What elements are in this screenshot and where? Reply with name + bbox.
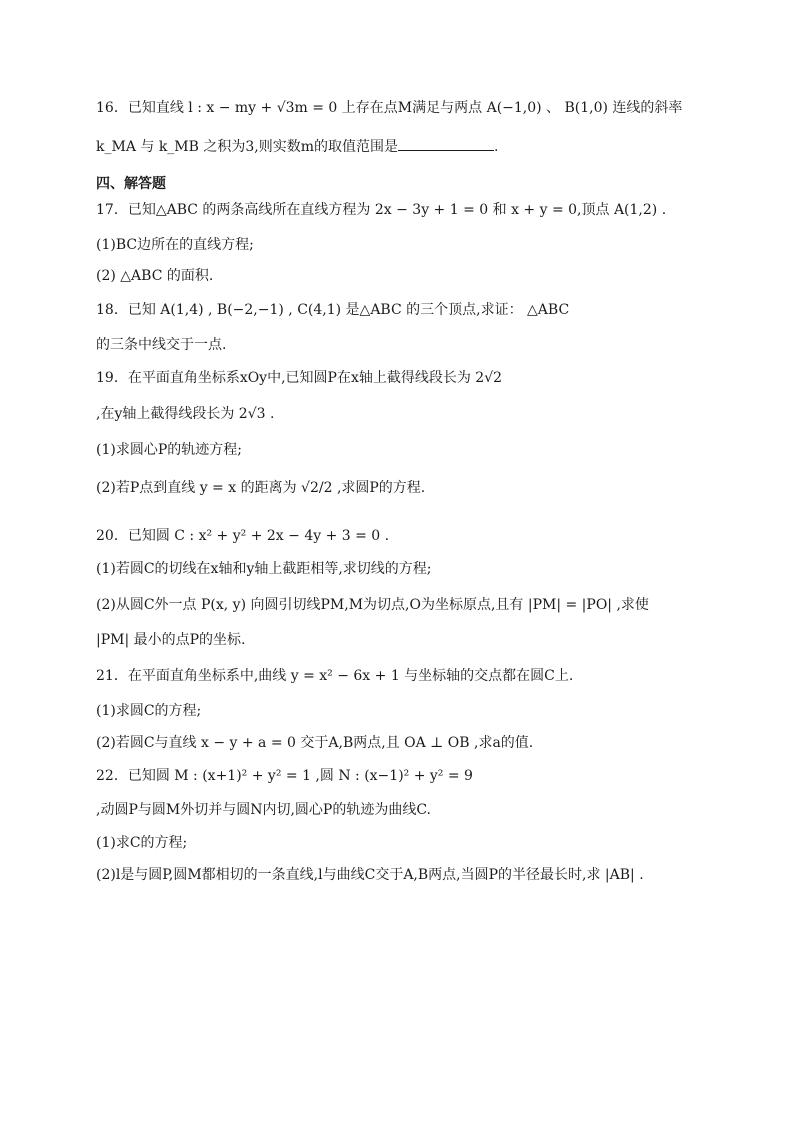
problem-22-line-1: 22．已知圆 M : (x+1)² + y² = 1 ,圆 N : (x−1)² + y² = 9 (96, 768, 473, 784)
problem-17-stem: 17．已知△ABC 的两条高线所在直线方程为 2x − 3y + 1 = 0 和 x + y = 0,顶点 A(1,2) . (96, 202, 667, 218)
problem-21-stem: 21．在平面直角坐标系中,曲线 y = x² − 6x + 1 与坐标轴的交点都在圆C上. (96, 668, 574, 684)
problem-22-q1: (1)求C的方程; (96, 835, 188, 851)
problem-20-q2-line-1: (2)从圆C外一点 P(x, y) 向圆引切线PM,M为切点,O为坐标原点,且有 |PM| = |PO| ,求使 (96, 597, 649, 613)
problem-19-q1: (1)求圆心P的轨迹方程; (96, 442, 242, 458)
problem-17-q2: (2) △ABC 的面积. (96, 268, 214, 284)
problem-18-line-1: 18．已知 A(1,4) , B(−2,−1) , C(4,1) 是△ABC 的三个顶点,求证： △ABC (96, 302, 570, 318)
problem-19-line-1: 19．在平面直角坐标系xOy中,已知圆P在x轴上截得线段长为 2√2 (96, 370, 503, 386)
problem-20-stem: 20．已知圆 C : x² + y² + 2x − 4y + 3 = 0 . (96, 528, 390, 544)
problem-16-line-1: 16．已知直线 l : x − my + √3m = 0 上存在点M满足与两点 A(−1,0) 、 B(1,0) 连线的斜率 (96, 100, 683, 116)
problem-17-q1: (1)BC边所在的直线方程; (96, 237, 254, 253)
problem-16-line-2 (96, 136, 714, 157)
problem-22-line-2: ,动圆P与圆M外切并与圆N内切,圆心P的轨迹为曲线C. (96, 802, 431, 818)
problem-20-q1: (1)若圆C的切线在x轴和y轴上截距相等,求切线的方程; (96, 561, 432, 577)
problem-18-line-2: 的三条中线交于一点. (96, 337, 227, 353)
problem-19-line-2: ,在y轴上截得线段长为 2√3 . (96, 406, 275, 422)
problem-19-q2: (2)若P点到直线 y = x 的距离为 √2/2 ,求圆P的方程. (96, 480, 426, 496)
problem-16-text: k_MA 与 k_MB 之积为3,则实数m的取值范围是 (96, 139, 399, 155)
problem-21-q2: (2)若圆C与直线 x − y + a = 0 交于A,B两点,且 OA ⊥ OB ,求a的值. (96, 735, 534, 751)
section-title: 四、解答题 (96, 176, 166, 192)
problem-16-end: . (494, 139, 499, 155)
problem-22-q2: (2)l是与圆P,圆M都相切的一条直线,l与曲线C交于A,B两点,当圆P的半径最长时,求 |AB| . (96, 867, 644, 883)
problem-21-q1: (1)求圆C的方程; (96, 703, 202, 719)
answer-blank (398, 136, 494, 151)
problem-20-q2-line-2: |PM| 最小的点P的坐标. (96, 632, 246, 648)
